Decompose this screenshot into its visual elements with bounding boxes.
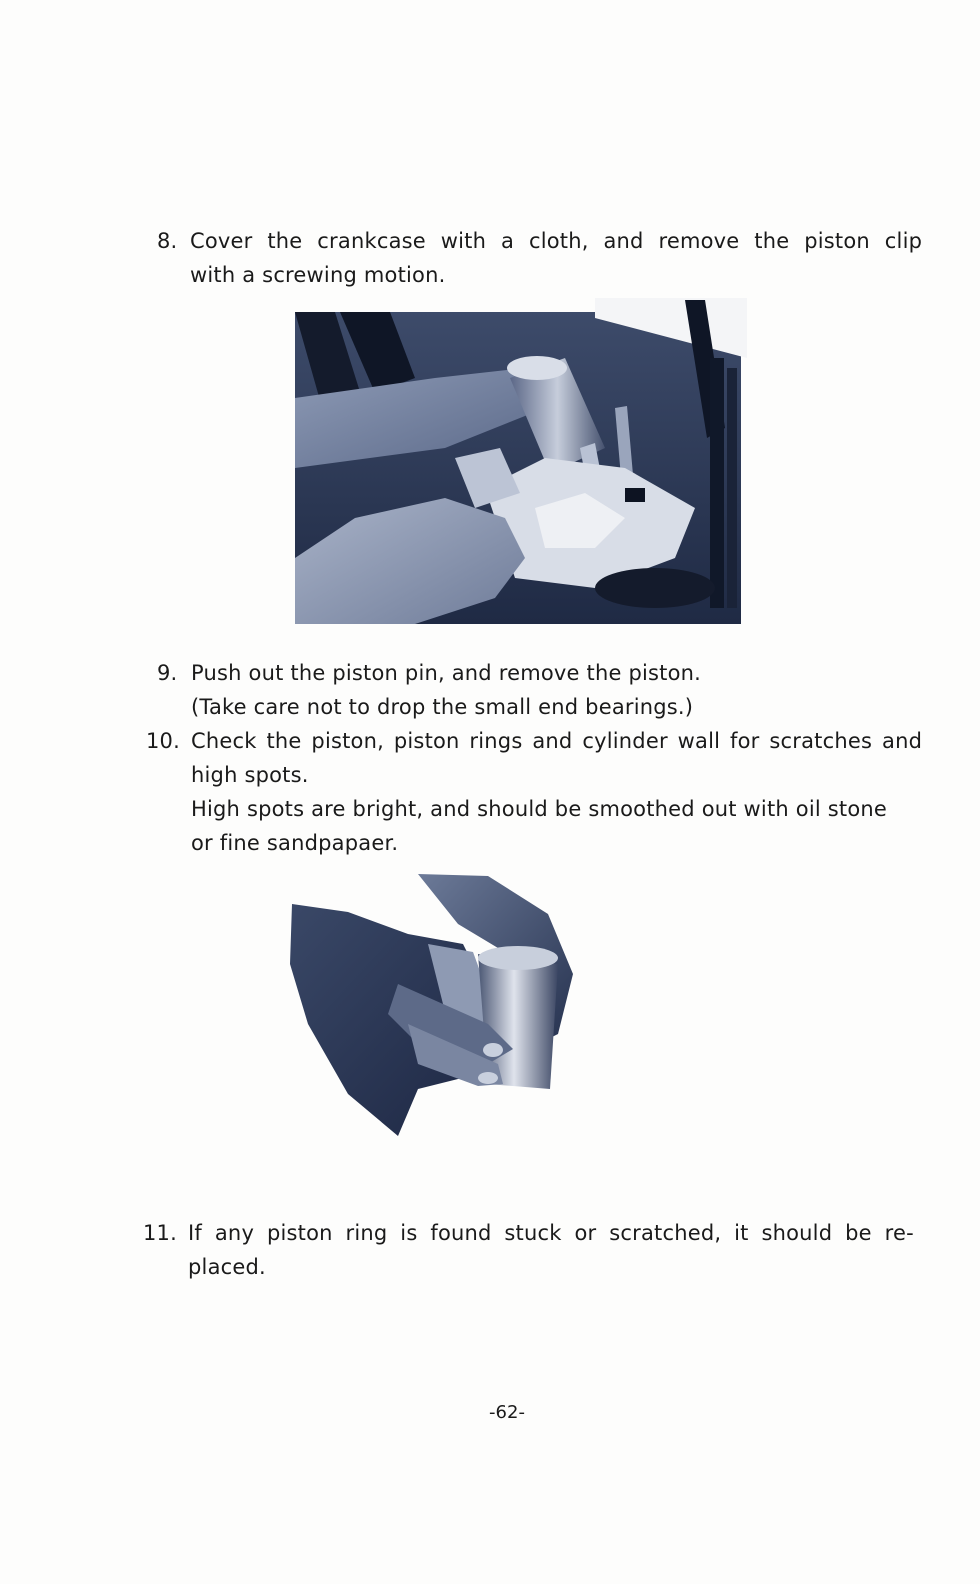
step-number: 10. xyxy=(146,729,180,753)
step-text-line: placed. xyxy=(188,1255,266,1279)
step-text-line: Push out the piston pin, and remove the piston. xyxy=(191,661,702,685)
step-9 xyxy=(157,656,897,724)
photo-removing-piston-clip xyxy=(295,298,747,624)
step-text-line: (Take care not to drop the small end bearings.) xyxy=(191,695,694,719)
step-text-line: If any piston ring is found stuck or scratched, it should be re- xyxy=(188,1221,914,1245)
step-number: 9. xyxy=(157,661,178,685)
step-text-line: High spots are bright, and should be smoothed out with oil stone xyxy=(191,797,888,821)
step-text-line: Check the piston, piston rings and cylinder wall for scratches and xyxy=(191,729,923,753)
step-number: 8. xyxy=(157,229,178,253)
step-text-line: or fine sandpapaer. xyxy=(191,831,399,855)
step-text-line: Cover the crankcase with a cloth, and remove the piston clip xyxy=(190,229,923,253)
step-text-line: high spots. xyxy=(191,763,309,787)
step-10 xyxy=(146,724,923,860)
step-text-line: with a screwing motion. xyxy=(190,263,446,287)
step-8 xyxy=(157,224,923,292)
step-number: 11. xyxy=(143,1221,177,1245)
step-11 xyxy=(143,1216,914,1284)
photo-sanding-piston xyxy=(288,874,580,1136)
page-number: -62- xyxy=(489,1402,525,1423)
